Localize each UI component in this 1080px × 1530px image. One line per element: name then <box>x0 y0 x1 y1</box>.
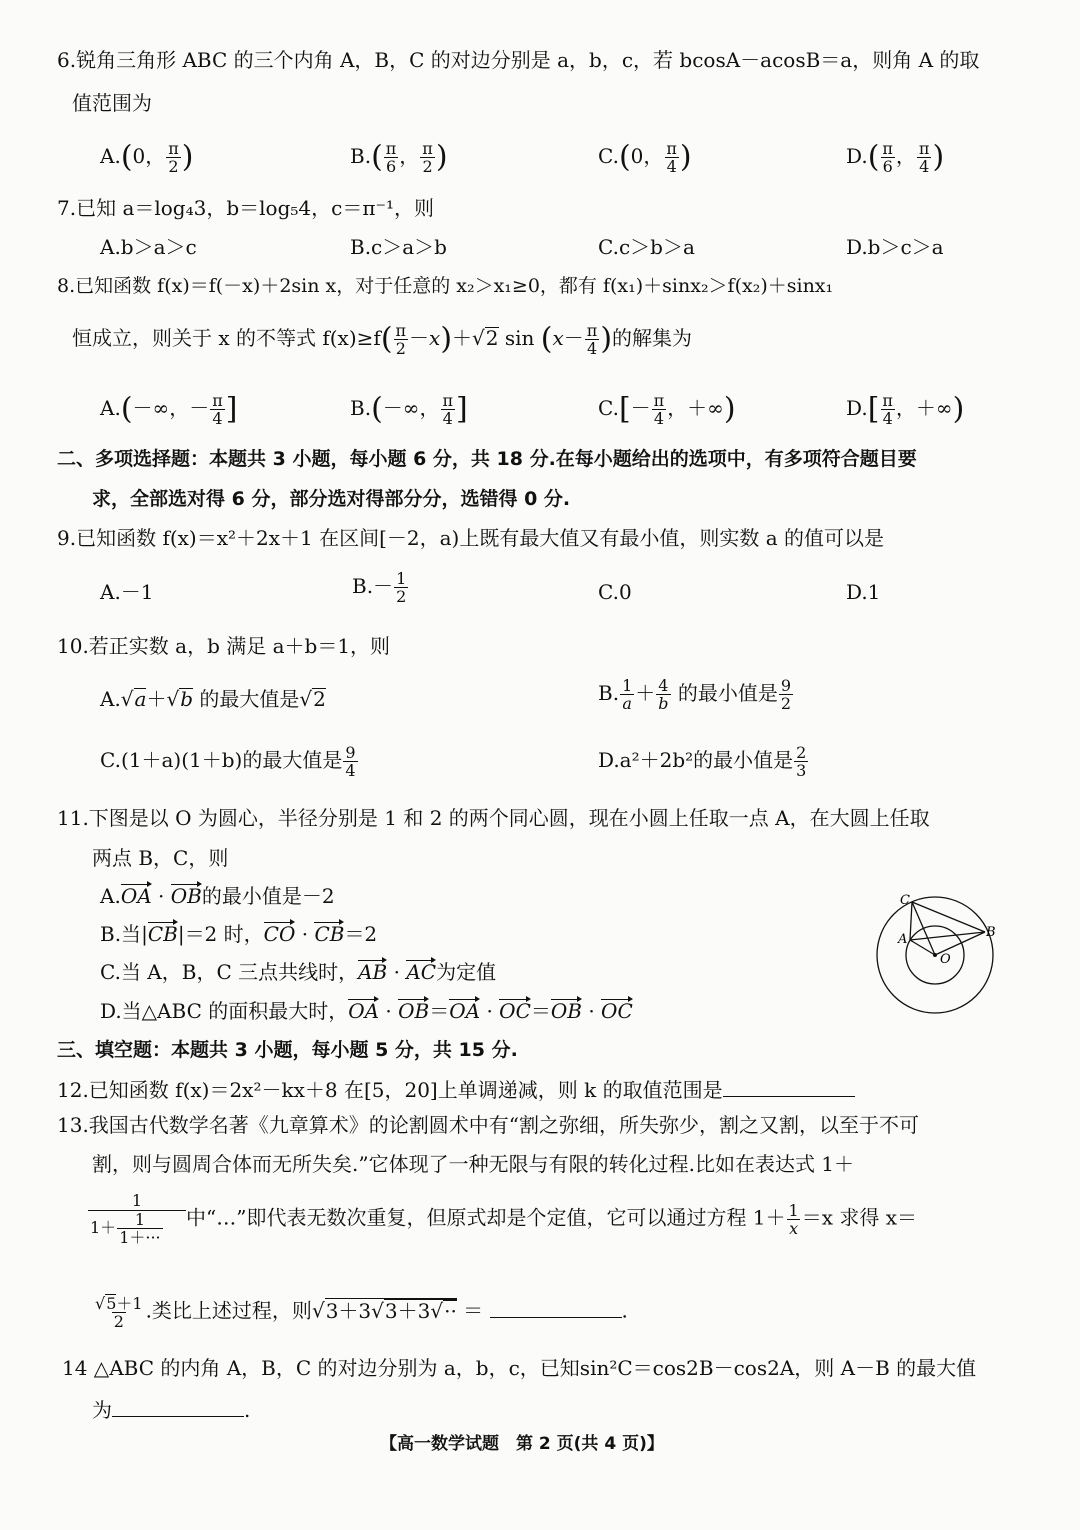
q8-stem-line2: 恒成立，则关于 x 的不等式 f(x)≥f( $\frac{\pi}{2}$ －x)＋√2 sin (x－ $\frac{\pi}{4}$ )的解集为 <box>72 321 693 358</box>
q13-answer-blank[interactable] <box>490 1299 622 1318</box>
q7-option-a: A.b＞a＞c <box>100 235 197 259</box>
page-footer: 【高一数学试题 第 2 页(共 4 页)】 <box>380 1434 664 1454</box>
q6-option-b: B.( $\frac{\pi}{6}$ ， $\frac{\pi}{2}$ ) <box>350 139 448 176</box>
concentric-circles-figure <box>870 890 1000 1015</box>
q6-stem-line1: 6.锐角三角形 ABC 的三个内角 A，B，C 的对边分别是 a，b，c，若 bcosA－acosB＝a，则角 A 的取 <box>57 48 980 72</box>
q11-option-a: A.OA · OB的最小值是－2 <box>100 886 335 906</box>
q11-option-b: B.当|CB|＝2 时，CO · CB＝2 <box>100 924 377 944</box>
q11-stem-line2: 两点 B，C，则 <box>92 846 229 870</box>
q13-stem-line4: $\frac{√5+1}{2}$ .类比上述过程，则√3＋3√3＋3√·· ＝ . <box>95 1294 628 1331</box>
label-a: A <box>898 932 908 947</box>
q13-stem-line3: 1 1＋ $\frac{1}{1+\cdot\cdot\cdot}$ 中“…”即代表无数次重复，但原式却是个定值，它可以通过方程 1＋ $\frac{1}{x}$ ＝x 求得 x＝ <box>90 1191 917 1247</box>
q6-stem-line2: 值范围为 <box>72 91 152 115</box>
q8-option-b: B.(－∞， $\frac{\pi}{4}$ ] <box>350 391 468 428</box>
section3-title: 三、填空题：本题共 3 小题，每小题 5 分，共 15 分. <box>57 1039 518 1061</box>
q8-stem-line1: 8.已知函数 f(x)＝f(－x)＋2sin x，对于任意的 x₂＞x₁≥0，都有 f(x₁)＋sinx₂＞f(x₂)＋sinx₁ <box>57 275 834 297</box>
q11-option-c: C.当 A，B，C 三点共线时，AB · AC为定值 <box>100 962 496 982</box>
q8-option-d: D.[ $\frac{\pi}{4}$ ，＋∞) <box>846 391 965 428</box>
q10-option-b: B. $\frac{1}{a}$ ＋ $\frac{4}{b}$ 的最小值是 $\frac{9}{2}$ <box>598 676 792 713</box>
label-o: O <box>940 952 951 967</box>
section2-title-line2: 求，全部选对得 6 分，部分选对得部分分，选错得 0 分. <box>92 488 571 510</box>
q13-stem-line2: 割，则与圆周合体而无所失矣.”它体现了一种无限与有限的转化过程.比如在表达式 1＋ <box>92 1152 855 1176</box>
q7-stem: 7.已知 a＝log₄3，b＝log₅4，c＝π⁻¹，则 <box>57 196 435 220</box>
q7-option-b: B.c＞a＞b <box>350 235 447 259</box>
q9-stem: 9.已知函数 f(x)＝x²＋2x＋1 在区间[－2，a)上既有最大值又有最小值，则实数 a 的值可以是 <box>57 526 885 550</box>
q7-option-c: C.c＞b＞a <box>598 235 695 259</box>
q8-option-a: A.(－∞，－ $\frac{\pi}{4}$ ] <box>100 391 238 428</box>
q10-option-c: C.(1＋a)(1＋b)的最大值是 $\frac{9}{4}$ <box>100 743 356 780</box>
label-b: B <box>986 925 996 940</box>
q6-option-d: D.( $\frac{\pi}{6}$ ， $\frac{\pi}{4}$ ) <box>846 139 945 176</box>
q10-option-a: A.√a＋√b 的最大值是√2 <box>100 687 326 711</box>
q10-option-d: D.a²＋2b²的最小值是 $\frac{2}{3}$ <box>598 743 807 780</box>
q12-stem: 12.已知函数 f(x)＝2x²－kx＋8 在[5，20]上单调递减，则 k 的取值范围是 <box>57 1078 855 1100</box>
q14-stem-line2: 为 . <box>92 1398 251 1422</box>
q9-option-d: D.1 <box>846 580 881 604</box>
q10-stem: 10.若正实数 a，b 满足 a＋b＝1，则 <box>57 634 391 658</box>
q6-option-a: A.(0， $\frac{\pi}{2}$ ) <box>100 139 194 176</box>
label-c: C <box>900 893 910 908</box>
q9-option-b: B.－ $\frac{1}{2}$ <box>352 569 407 606</box>
q6-option-c: C.(0， $\frac{\pi}{4}$ ) <box>598 139 692 176</box>
q13-stem-line1: 13.我国古代数学名著《九章算术》的论割圆术中有“割之弥细，所失弥少，割之又割，以至于不可 <box>57 1113 920 1137</box>
q14-stem-line1: 14 △ABC 的内角 A，B，C 的对边分别为 a，b，c，已知sin²C＝cos2B－cos2A，则 A－B 的最大值 <box>62 1356 977 1380</box>
q9-option-a: A.－1 <box>100 580 154 604</box>
q8-option-c: C.[－ $\frac{\pi}{4}$ ，＋∞) <box>598 391 736 428</box>
q11-option-d: D.当△ABC 的面积最大时，OA · OB＝OA · OC＝OB · OC <box>100 1001 633 1021</box>
q11-stem-line1: 11.下图是以 O 为圆心，半径分别是 1 和 2 的两个同心圆，现在小圆上任取一点 A，在大圆上任取 <box>57 806 930 830</box>
q9-option-c: C.0 <box>598 580 632 604</box>
q7-option-d: D.b＞c＞a <box>846 235 944 259</box>
q12-answer-blank[interactable] <box>723 1078 855 1097</box>
q14-answer-blank[interactable] <box>112 1398 244 1417</box>
section2-title: 二、多项选择题：本题共 3 小题，每小题 6 分，共 18 分.在每小题给出的选项中，有多项符合题目要 <box>57 448 917 470</box>
